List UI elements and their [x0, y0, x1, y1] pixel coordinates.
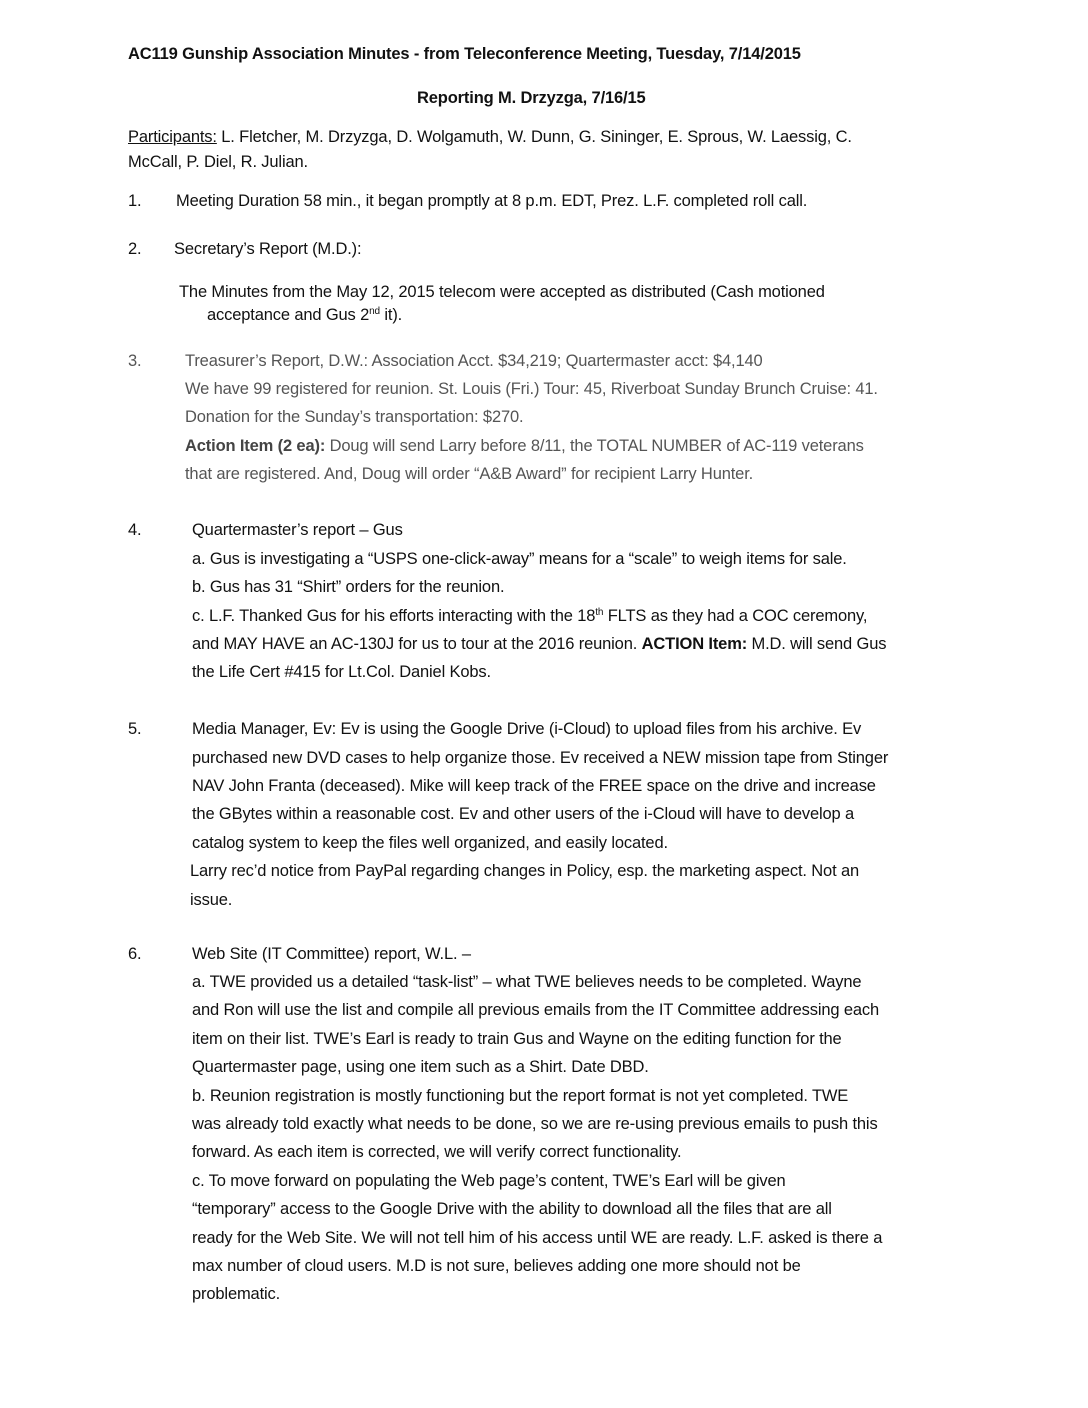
- action-item-label: ACTION Item:: [641, 635, 748, 653]
- item-6-line: “temporary” access to the Google Drive with the ability to download all the files that are all: [192, 1200, 832, 1218]
- item-4-c-line-2: and MAY HAVE an AC-130J for us to tour at the 2016 reunion. ACTION Item: M.D. will send Gus: [192, 635, 887, 653]
- item-6-line: forward. As each item is corrected, we will verify correct functionality.: [192, 1143, 682, 1161]
- item-3-line-1: Treasurer’s Report, D.W.: Association Acct. $34,219; Quartermaster acct: $4,140: [185, 352, 763, 370]
- item-5-line: Media Manager, Ev: Ev is using the Google Drive (i-Cloud) to upload files from his archive. Ev: [192, 720, 862, 738]
- item-4-a: a. Gus is investigating a “USPS one-click-away” means for a “scale” to weigh items for sale.: [192, 550, 847, 568]
- item-3-line-4: Action Item (2 ea): Doug will send Larry before 8/11, the TOTAL NUMBER of AC-119 veterans: [185, 437, 864, 455]
- reporting-line: Reporting M. Drzyzga, 7/16/15: [417, 89, 646, 107]
- item-5-line: issue.: [190, 891, 233, 909]
- item-3-line-3: Donation for the Sunday’s transportation: $270.: [185, 408, 524, 426]
- item-4-c-line-3: the Life Cert #415 for Lt.Col. Daniel Kobs.: [192, 663, 491, 681]
- document-title: AC119 Gunship Association Minutes - from Teleconference Meeting, Tuesday, 7/14/2015: [128, 45, 801, 63]
- participants-names-1: L. Fletcher, M. Drzyzga, D. Wolgamuth, W. Dunn, G. Sininger, E. Sprous, W. Laessig, C.: [216, 128, 852, 146]
- participants-line-2: McCall, P. Diel, R. Julian.: [128, 153, 308, 171]
- item-5-line: catalog system to keep the files well organized, and easily located.: [192, 834, 668, 852]
- participants-label: Participants:: [128, 128, 217, 146]
- item-1-text: Meeting Duration 58 min., it began promptly at 8 p.m. EDT, Prez. L.F. completed roll call.: [176, 192, 808, 210]
- item-2-number: 2.: [128, 240, 142, 258]
- item-3-line-5: that are registered. And, Doug will order “A&B Award” for recipient Larry Hunter.: [185, 465, 754, 483]
- item-6-line: and Ron will use the list and compile all previous emails from the IT Committee addressing each: [192, 1001, 880, 1019]
- item-2-line-1: The Minutes from the May 12, 2015 telecom were accepted as distributed (Cash motioned: [179, 283, 825, 301]
- item-6-line: Quartermaster page, using one item such as a Shirt. Date DBD.: [192, 1058, 649, 1076]
- item-6-line: item on their list. TWE’s Earl is ready to train Gus and Wayne on the editing function for the: [192, 1030, 842, 1048]
- item-5-line: Larry rec’d notice from PayPal regarding changes in Policy, esp. the marketing aspect. Not an: [190, 862, 860, 880]
- participants-line-1: [128, 127, 852, 147]
- item-6-number: 6.: [128, 945, 142, 963]
- item-4-number: 4.: [128, 521, 142, 539]
- item-3-number: 3.: [128, 352, 142, 370]
- item-6-line: ready for the Web Site. We will not tell him of his access until WE are ready. L.F. asked is there a: [192, 1229, 883, 1247]
- item-5-line: the GBytes within a reasonable cost. Ev and other users of the i-Cloud will have to develop a: [192, 805, 855, 823]
- item-4-b: b. Gus has 31 “Shirt” orders for the reunion.: [192, 578, 505, 596]
- item-6-line: a. TWE provided us a detailed “task-list” – what TWE believes needs to be completed. Wayne: [192, 973, 862, 991]
- item-6-line: was already told exactly what needs to be done, so we are re-using previous emails to push this: [192, 1115, 878, 1133]
- item-3-line-2: We have 99 registered for reunion. St. Louis (Fri.) Tour: 45, Riverboat Sunday Brunch Cruise: 41.: [185, 380, 878, 398]
- action-item-label: Action Item (2 ea):: [185, 437, 326, 455]
- item-6-heading: Web Site (IT Committee) report, W.L. –: [192, 945, 471, 963]
- item-5-line: NAV John Franta (deceased). Mike will keep track of the FREE space on the drive and increase: [192, 777, 876, 795]
- item-6-line: c. To move forward on populating the Web page’s content, TWE’s Earl will be given: [192, 1172, 786, 1190]
- item-2-heading: Secretary’s Report (M.D.):: [174, 240, 362, 258]
- item-6-line: b. Reunion registration is mostly functioning but the report format is not yet completed. TWE: [192, 1087, 849, 1105]
- item-2-line-2: acceptance and Gus 2nd it).: [207, 306, 403, 324]
- item-6-line: problematic.: [192, 1285, 281, 1303]
- item-4-heading: Quartermaster’s report – Gus: [192, 521, 403, 539]
- item-6-line: max number of cloud users. M.D is not sure, believes adding one more should not be: [192, 1257, 801, 1275]
- item-5-line: purchased new DVD cases to help organize those. Ev received a NEW mission tape from Stinger: [192, 749, 889, 767]
- item-5-number: 5.: [128, 720, 142, 738]
- item-1-number: 1.: [128, 192, 142, 210]
- item-4-c-line-1: c. L.F. Thanked Gus for his efforts interacting with the 18th FLTS as they had a COC ceremony,: [192, 607, 868, 625]
